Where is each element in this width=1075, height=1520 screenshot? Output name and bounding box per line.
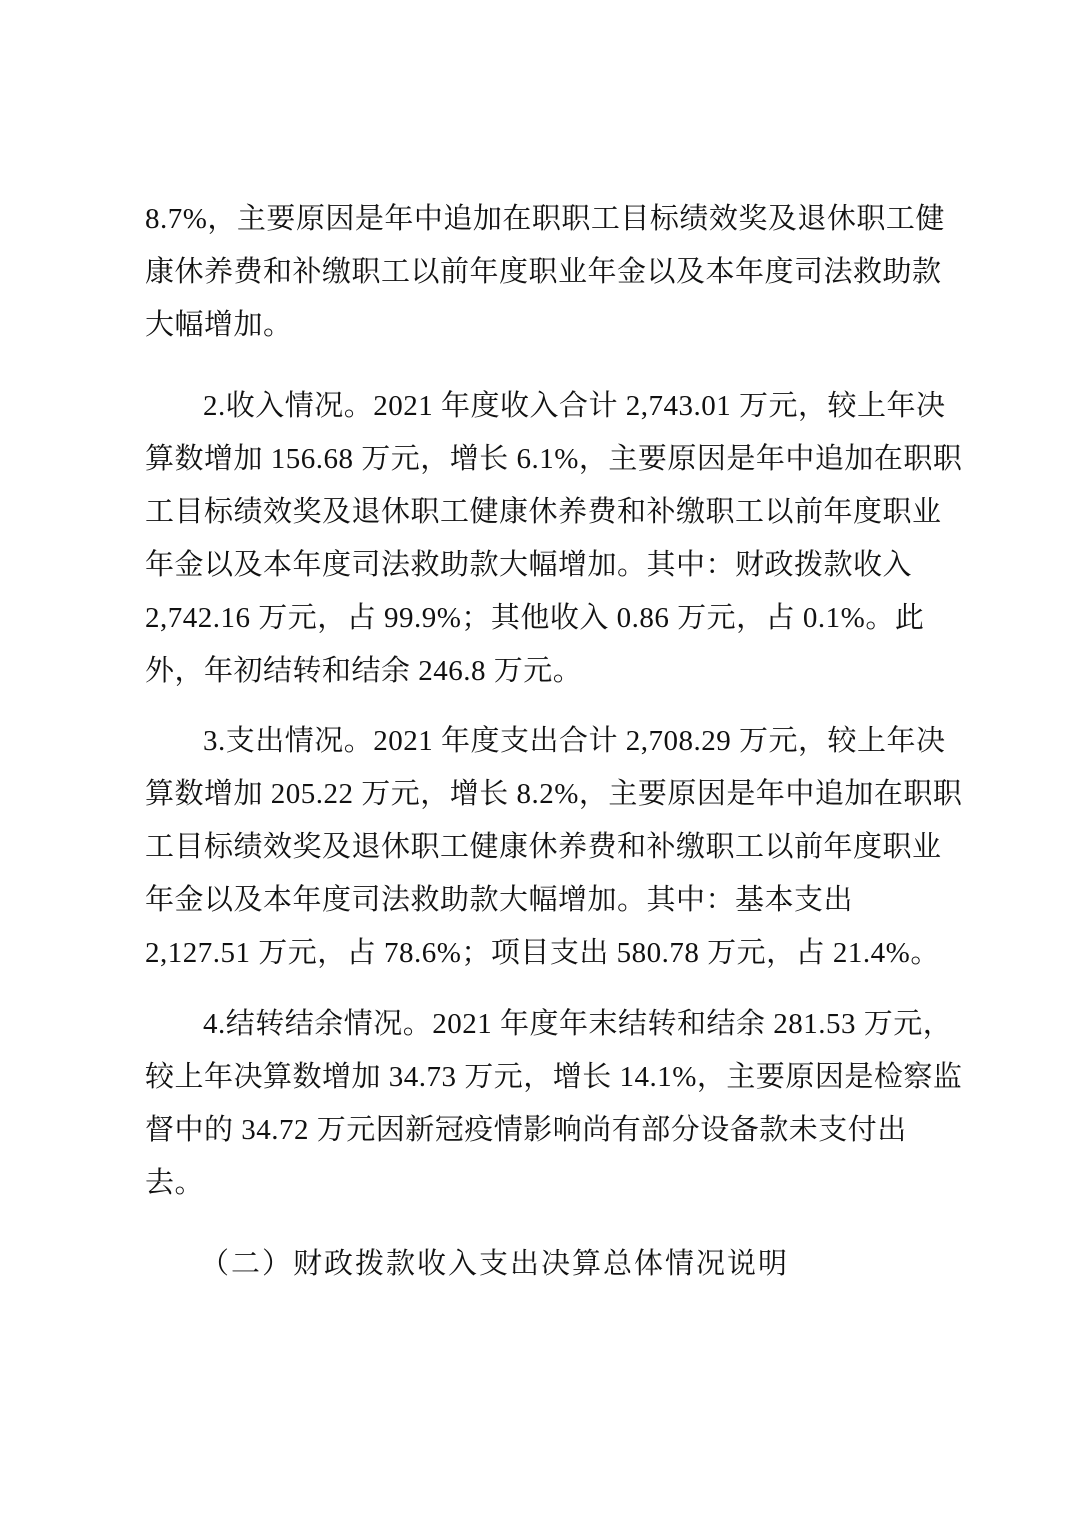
text-line: 年金以及本年度司法救助款大幅增加。其中：基本支出 (145, 884, 854, 916)
text-line: 工目标绩效奖及退休职工健康休养费和补缴职工以前年度职业 (145, 831, 942, 863)
text-line: 2,742.16 万元，占 99.9%；其他收入 0.86 万元，占 0.1%。此 (145, 602, 925, 634)
text-line: 较上年决算数增加 34.73 万元，增长 14.1%，主要原因是检察监 (145, 1061, 963, 1093)
text-line: 8.7%，主要原因是年中追加在职职工目标绩效奖及退休职工健 (145, 203, 945, 235)
paragraph-income (145, 380, 963, 698)
text-line: 外，年初结转和结余 246.8 万元。 (145, 655, 583, 687)
text-line: 2.收入情况。2021 年度收入合计 2,743.01 万元，较上年决 (203, 390, 946, 422)
text-line: 康休养费和补缴职工以前年度职业年金以及本年度司法救助款 (145, 256, 942, 288)
text-line: 大幅增加。 (145, 309, 293, 341)
text-line: 去。 (145, 1167, 205, 1199)
paragraph-continuation (145, 193, 945, 352)
text-line: 2,127.51 万元，占 78.6%；项目支出 580.78 万元，占 21.4%。 (145, 937, 940, 969)
text-line: 年金以及本年度司法救助款大幅增加。其中：财政拨款收入 (145, 549, 913, 581)
section-heading: （二）财政拨款收入支出决算总体情况说明 (200, 1246, 790, 1280)
paragraph-carryover (145, 998, 963, 1210)
text-line: 算数增加 205.22 万元，增长 8.2%，主要原因是年中追加在职职 (145, 778, 963, 810)
text-line: 督中的 34.72 万元因新冠疫情影响尚有部分设备款未支付出 (145, 1114, 907, 1146)
text-line: 3.支出情况。2021 年度支出合计 2,708.29 万元，较上年决 (203, 725, 946, 757)
text-line: 工目标绩效奖及退休职工健康休养费和补缴职工以前年度职业 (145, 496, 942, 528)
paragraph-expenditure (145, 715, 963, 980)
text-line: 4.结转结余情况。2021 年度年末结转和结余 281.53 万元， (203, 1008, 953, 1040)
text-line: 算数增加 156.68 万元，增长 6.1%，主要原因是年中追加在职职 (145, 443, 963, 475)
